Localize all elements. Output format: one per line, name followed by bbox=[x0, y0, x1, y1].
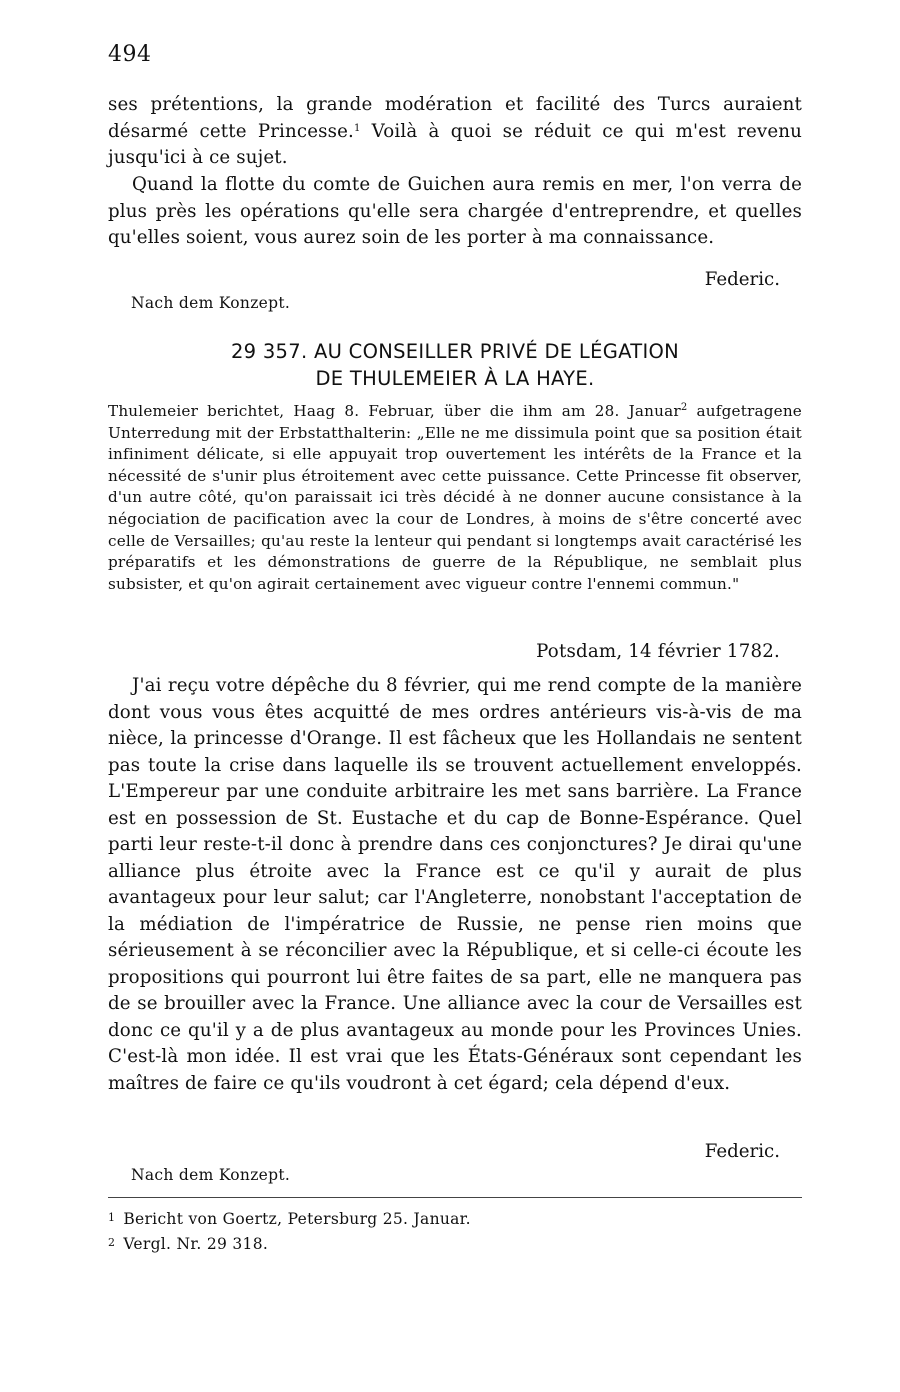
letter-heading-line-2: DE THULEMEIER À LA HAYE. bbox=[315, 366, 595, 390]
footnote-ref-1[interactable]: 1 bbox=[353, 122, 361, 134]
dateline: Potsdam, 14 février 1782. bbox=[536, 641, 780, 662]
letter-body: J'ai reçu votre dépêche du 8 février, qui me rend compte de la manière dont vous vous êtes acquitté de mes ordres antérieurs vis-à-vis de ma nièce, la princesse d'Orange. Il est fâcheux que les Hollandais ne sentent pas toute la crise dans laquelle ils se trouvent actuellement enveloppés. L'Empereur par une conduite arbitraire les met sans barrière. La France est en possession de St. Eustache et du cap de Bonne-Espérance. Quel parti leur reste-t-il donc à prendre dans ces conjonctures? Je dirai qu'une alliance plus étroite avec la France est ce qu'il y aurait de plus avantageux pour leur salut; car l'Angleterre, nonobstant l'acceptation de la médiation de l'impératrice de Russie, ne pense rien moins que sérieusement à se réconcilier avec la République, et si celle-ci écoute les propositions qui pourront lui être faites de sa part, elle ne manquera pas de se brouiller avec la France. Une alliance avec la cour de Versailles est donc ce qu'il y a de plus avantageux au monde pour les Provinces Unies. C'est-là mon idée. Il est vrai que les États-Généraux sont cependant les maîtres de faire ce qu'ils voudront à cet égard; cela dépend d'eux. bbox=[108, 675, 802, 1094]
footnote-1-mark: 1 bbox=[108, 1211, 116, 1224]
page-number: 494 bbox=[108, 42, 152, 67]
signature-2: Federic. bbox=[704, 1141, 780, 1162]
footnote-divider bbox=[108, 1197, 802, 1198]
source-note-1: Nach dem Konzept. bbox=[131, 294, 291, 312]
summary-text-2: aufgetragene Unterredung mit der Erbstatthalterin: „Elle ne me dissimula point que sa position était infiniment délicate, si elle appuyait trop ouvertement les intérêts de la France et la nécessité de s'unir plus étroitement avec cette puissance. Cette Princesse fit observer, d'un autre côté, qu'on paraissait ici très décidé à ne donner aucune consistance à la négociation de pacification avec la cour de Londres, à moins de s'être concerté avec celle de Versailles; qu'au reste la lenteur qui pendant si longtemps avait caractérisé les préparatifs et les démonstrations de guerre de la République, ne semblait plus subsister, et qu'on agirait certainement avec vigueur contre l'ennemi commun." bbox=[108, 402, 802, 593]
footnote-2-mark: 2 bbox=[108, 1236, 116, 1249]
continuation-paragraph-1 bbox=[108, 92, 802, 172]
signature-1: Federic. bbox=[704, 269, 780, 290]
footnote-1 bbox=[108, 1210, 471, 1228]
footnote-1-text: Bericht von Goertz, Petersburg 25. Januar. bbox=[123, 1210, 471, 1228]
letter-heading bbox=[108, 339, 802, 392]
footnote-2 bbox=[108, 1235, 268, 1253]
continuation-text-2: Voilà à quoi se réduit ce qui m'est revenu jusqu'ici à ce sujet. bbox=[108, 120, 802, 169]
footnote-2-text: Vergl. Nr. 29 318. bbox=[123, 1235, 269, 1253]
letter-heading-line-1: 29 357. AU CONSEILLER PRIVÉ DE LÉGATION bbox=[230, 340, 680, 363]
footnote-ref-2[interactable]: 2 bbox=[680, 402, 688, 413]
continuation-paragraph-2: Quand la flotte du comte de Guichen aura remis en mer, l'on verra de plus près les opérations qu'elle sera chargée d'entreprendre, et quelles qu'elles soient, vous aurez soin de les porter à ma connaissance. bbox=[108, 174, 802, 249]
source-note-2: Nach dem Konzept. bbox=[131, 1166, 291, 1184]
continuation-text-1: ses prétentions, la grande modération et facilité des Turcs auraient désarmé cette Princesse. bbox=[108, 94, 802, 142]
letter-summary bbox=[108, 401, 802, 595]
summary-text-1: Thulemeier berichtet, Haag 8. Februar, über die ihm am 28. Januar bbox=[108, 402, 681, 420]
